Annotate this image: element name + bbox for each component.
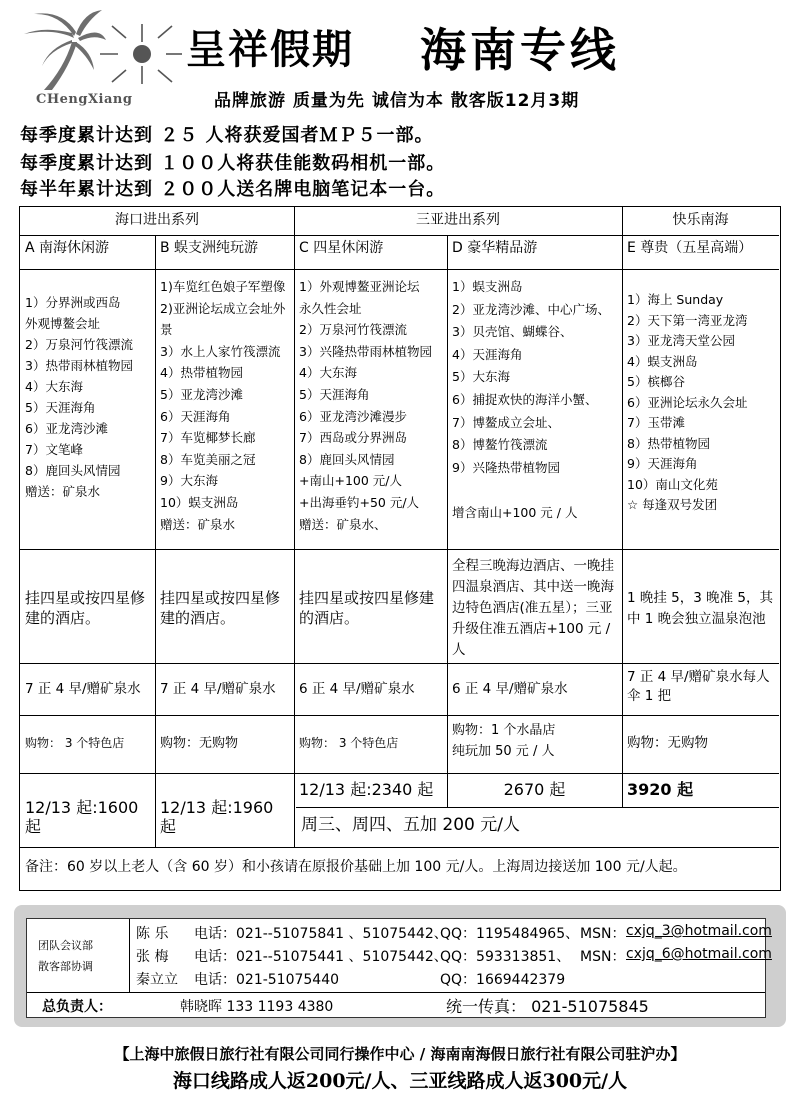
itinerary-item: 景 — [160, 322, 173, 338]
fax: 统一传真： 021-51075845 — [446, 997, 649, 1016]
itinerary-item: 3）贝壳馆、蝴蝶谷、 — [452, 324, 573, 340]
itinerary-item: 赠送：矿泉水 — [160, 516, 236, 532]
itinerary-item: 1）分界洲或西岛 — [25, 295, 121, 310]
hainan-title: 海南专线 — [420, 23, 620, 77]
itinerary-item: 7）玉带滩 — [627, 415, 685, 430]
route-d-price: 2670 起 — [503, 780, 566, 799]
itinerary-item: 永久性会址 — [299, 300, 362, 316]
itinerary-item: 2）亚龙湾沙滩、中心广场、 — [452, 301, 610, 317]
itinerary-item: 7）文笔峰 — [25, 442, 83, 457]
contact-phone: 电话：021-51075440 — [194, 972, 340, 988]
route-e-itinerary — [622, 287, 779, 549]
itinerary-item: 8）车览美丽之冠 — [160, 451, 256, 467]
itinerary-item: 2）天下第一湾亚龙湾 — [627, 312, 748, 328]
route-d-hotel: 全程三晚海边酒店、一晚挂四温泉酒店、其中送一晚海边特色酒店(准五星）；三亚升级住准五酒店+100 元 / 人 — [452, 558, 614, 658]
msn-label: MSN： — [580, 926, 626, 942]
route-b-itinerary — [155, 273, 294, 549]
itinerary-item: 9）天涯海角 — [627, 456, 698, 471]
route-a-meals: 7 正 4 早/赠矿泉水 — [25, 681, 141, 697]
promo-line: 每半年累计达到 ２００人送名牌电脑笔记本一台。 — [20, 179, 446, 200]
itinerary-item: 1）海上 Sunday — [627, 292, 724, 307]
itinerary-item: 赠送：矿泉水、 — [299, 516, 387, 532]
itinerary-item: 8）博鳌竹筏漂流 — [452, 437, 548, 453]
itinerary-item: 6）亚龙湾沙滩 — [25, 421, 108, 436]
itinerary-item: 5）大东海 — [452, 369, 510, 385]
route-a-hotel: 挂四星或按四星修建的酒店。 — [25, 589, 146, 627]
route-e-meals: 7 正 4 早/赠矿泉水每人伞 1 把 — [627, 669, 770, 704]
itinerary-item: 4）大东海 — [25, 379, 83, 394]
itinerary-item: 外观博鳌会址 — [25, 316, 101, 331]
route-a-name: A 南海休闲游 — [25, 240, 110, 256]
itinerary-item: 2)亚洲论坛成立会址外 — [160, 300, 286, 316]
route-a-shopping: 购物： 3 个特色店 — [25, 736, 125, 750]
logo-wordmark: CHengXiang — [36, 92, 133, 107]
msn-address[interactable]: cxjq_3@hotmail.com — [626, 923, 772, 939]
itinerary-item: 1）外观博鳌亚洲论坛 — [299, 279, 420, 294]
itinerary-item: 8）鹿回头风情园 — [25, 463, 121, 478]
route-d-meals: 6 正 4 早/赠矿泉水 — [452, 681, 568, 697]
itinerary-item: 6）亚洲论坛永久会址 — [627, 394, 748, 410]
contact-name: 张 梅 — [136, 949, 169, 965]
route-b-shopping: 购物：无购物 — [160, 736, 239, 751]
itinerary-item: 4）大东海 — [299, 365, 357, 381]
route-e-hotel: 1 晚挂 5，3 晚准 5，其中 1 晚会独立温泉泡池 — [627, 590, 774, 627]
contact-phone: 电话：021--51075441 、51075442、 — [194, 949, 448, 965]
weekday-surcharge: 周三、周四、五加 200 元/人 — [301, 815, 520, 835]
itinerary-item: 5）槟榔谷 — [627, 374, 685, 389]
manager-label: 总负责人： — [42, 999, 112, 1015]
route-b-hotel: 挂四星或按四星修建的酒店。 — [160, 589, 281, 627]
itinerary-item: 4）天涯海角 — [452, 346, 523, 362]
contact-phone: 电话：021--51075841 、51075442、 — [194, 926, 448, 942]
itinerary-item: 10）蜈支洲岛 — [160, 494, 239, 510]
contact-name: 秦立立 — [136, 972, 178, 988]
itinerary-item: 1)车览红色娘子军塑像 — [160, 279, 286, 294]
route-c-name: C 四星休闲游 — [299, 240, 384, 256]
route-d-itinerary — [447, 273, 622, 549]
promo-line: 每季度累计达到 ２５ 人将获爱国者ＭＰ５一部。 — [20, 125, 434, 146]
itinerary-item: ☆ 每逢双号发团 — [627, 497, 718, 512]
itinerary-item: 3）亚龙湾天堂公园 — [627, 333, 735, 348]
itinerary-item: 4）蜈支洲岛 — [627, 353, 698, 369]
route-b-price: 12/13 起:1960 起 — [160, 798, 274, 836]
brand-title: 呈祥假期 — [186, 27, 354, 73]
contact-name: 陈 乐 — [136, 926, 169, 942]
route-c-itinerary — [294, 273, 447, 549]
itinerary-item: 赠送：矿泉水 — [25, 484, 101, 499]
itinerary-item: 9）兴隆热带植物园 — [452, 459, 560, 475]
rebate-line: 海口线路成人返200元/人、三亚线路成人返300元/人 — [172, 1070, 628, 1092]
company-line: 【上海中旅假日旅行社有限公司同行操作中心 / 海南南海假日旅行社有限公司驻沪办】 — [114, 1045, 686, 1063]
route-e-name: E 尊贵（五星高端） — [627, 240, 753, 256]
route-c-hotel: 挂四星或按四星修建的酒店。 — [299, 589, 435, 627]
group-haikou: 海口进出系列 — [115, 212, 199, 228]
itinerary-item: 5）天涯海角 — [299, 386, 370, 402]
msn-address[interactable]: cxjq_6@hotmail.com — [626, 946, 772, 962]
itinerary-item: 10）南山文化苑 — [627, 476, 718, 492]
itinerary-item: 8）热带植物园 — [627, 435, 710, 451]
itinerary-item: 6）亚龙湾沙滩漫步 — [299, 408, 407, 424]
itinerary-item: 9）大东海 — [160, 473, 218, 489]
itinerary-item: +出海垂钓+50 元/人 — [299, 494, 420, 510]
route-c-shopping: 购物： 3 个特色店 — [299, 736, 399, 750]
route-e-price: 3920 起 — [627, 780, 694, 799]
route-b-meals: 7 正 4 早/赠矿泉水 — [160, 681, 276, 697]
dept-label: 团队会议部 — [38, 939, 93, 952]
itinerary-item: 1）蜈支洲岛 — [452, 279, 523, 294]
route-a-itinerary — [20, 289, 155, 549]
itinerary-item: 2）万泉河竹筏漂流 — [25, 337, 133, 352]
itinerary-item: 6）捕捉欢快的海洋小蟹、 — [452, 391, 598, 407]
itinerary-item: 3）热带雨林植物园 — [25, 358, 133, 373]
group-sanya: 三亚进出系列 — [416, 212, 500, 228]
itinerary-item: 3）水上人家竹筏漂流 — [160, 343, 281, 359]
itinerary-item: 2）万泉河竹筏漂流 — [299, 322, 407, 338]
contact-qq: QQ：593313851、 — [440, 949, 571, 965]
itinerary-item: 7）车览椰梦长廊 — [160, 430, 256, 446]
itinerary-item: +南山+100 元/人 — [299, 473, 402, 489]
slogan: 品牌旅游 质量为先 诚信为本 散客版12月3期 — [214, 91, 580, 111]
route-d-name: D 豪华精品游 — [452, 240, 538, 256]
route-d-shopping: 购物：1 个水晶店 纯玩加 50 元 / 人 — [452, 723, 556, 759]
itinerary-item: 5）亚龙湾沙滩 — [160, 386, 243, 402]
itinerary-item — [452, 479, 617, 502]
itinerary-item: 增含南山+100 元 / 人 — [452, 504, 578, 520]
itinerary-item: 4）热带植物园 — [160, 365, 243, 381]
itinerary-item: 7）博鳌成立会址、 — [452, 414, 560, 430]
itinerary-item: 7）西岛或分界洲岛 — [299, 430, 407, 446]
group-happy-nanhai: 快乐南海 — [672, 212, 729, 228]
contact-qq: QQ：1669442379 — [440, 972, 566, 988]
route-b-name: B 蜈支洲纯玩游 — [160, 240, 259, 256]
promo-line: 每季度累计达到 １００人将获佳能数码相机一部。 — [20, 153, 446, 174]
route-table — [19, 206, 781, 891]
remark: 备注：60 岁以上老人（含 60 岁）和小孩请在原报价基础上加 100 元/人。上海周边接送加 100 元/人起。 — [25, 859, 687, 875]
route-a-price: 12/13 起:1600 起 — [25, 798, 139, 836]
itinerary-item: 6）天涯海角 — [160, 408, 231, 424]
manager-contact: 韩晓晖 133 1193 4380 — [180, 999, 334, 1015]
contact-qq: QQ：1195484965、 — [440, 926, 580, 942]
itinerary-item: 3）兴隆热带雨林植物园 — [299, 343, 432, 359]
itinerary-item: 5）天涯海角 — [25, 400, 96, 415]
msn-label: MSN： — [580, 949, 626, 965]
dept-label: 散客部协调 — [38, 960, 93, 973]
itinerary-item: 8）鹿回头风情园 — [299, 451, 395, 467]
route-c-price: 12/13 起:2340 起 — [299, 780, 434, 799]
route-c-meals: 6 正 4 早/赠矿泉水 — [299, 681, 415, 697]
route-e-shopping: 购物：无购物 — [627, 735, 708, 751]
